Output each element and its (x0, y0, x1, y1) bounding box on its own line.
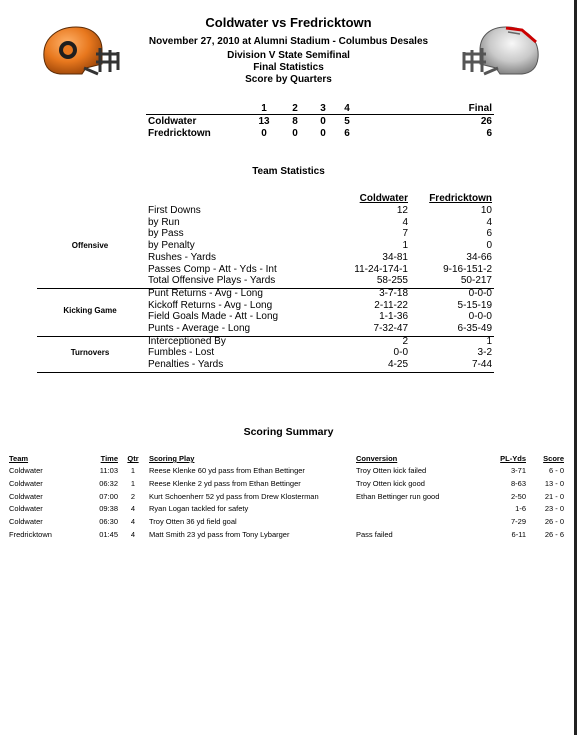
scoring-cell-time: 11:03 (99, 466, 118, 475)
stat-label: Field Goals Made - Att - Long (148, 311, 279, 323)
home-stat-value: 7 (402, 228, 408, 240)
home-stat-value: 7-32-47 (373, 323, 408, 334)
date-location: November 27, 2010 at Alumni Stadium - Columbus Desales (148, 36, 429, 47)
scoring-cell-play: Troy Otten 36 yd field goal (149, 517, 237, 527)
home-stat-value: 3-7-18 (379, 287, 408, 299)
scoring-cell-plyds: 7-29 (510, 517, 526, 527)
quarter-score: 0 (320, 116, 326, 127)
scoring-cell-team: Coldwater (9, 504, 43, 514)
away-column-header: Fredricktown (429, 193, 492, 204)
scoring-cell-play: Reese Klenke 60 yd pass from Ethan Bettinger (149, 466, 305, 475)
home-stat-value: 2-11-22 (374, 299, 408, 311)
stat-group-label: Offensive (71, 240, 109, 250)
home-stat-value: 4 (402, 216, 408, 228)
away-stat-value: 3-2 (477, 347, 492, 359)
col-header-team: Team (9, 454, 29, 463)
away-stat-value: 10 (480, 205, 492, 216)
col-header-conversion: Conversion (356, 454, 398, 463)
quarter-score: 5 (344, 116, 350, 127)
home-column-header: Coldwater (359, 193, 408, 204)
scoring-cell-conv: Troy Otten kick good (356, 478, 425, 488)
scoring-cell-qtr: 1 (130, 478, 136, 488)
stat-label: Rushes - Yards (148, 251, 216, 263)
scoring-cell-score: 6 - 0 (548, 466, 564, 475)
away-stat-value: 0 (486, 240, 492, 252)
scoring-cell-team: Fredricktown (9, 530, 52, 539)
quarter-header: 3 (320, 103, 326, 114)
scoring-cell-score: 13 - 0 (544, 478, 564, 488)
stat-label: Kickoff Returns - Avg - Long (148, 299, 273, 311)
home-stat-value: 11-24-174-1 (354, 263, 408, 275)
scoring-cell-score: 26 - 6 (544, 530, 564, 539)
scoring-cell-conv: Pass failed (356, 530, 393, 539)
scoring-cell-plyds: 1-6 (515, 504, 526, 514)
away-stat-value: 6-35-49 (457, 323, 492, 334)
scoring-cell-plyds: 3-71 (510, 466, 526, 475)
col-header-qtr: Qtr (127, 454, 139, 463)
scoring-cell-score: 23 - 0 (544, 504, 564, 514)
final-statistics-label: Final Statistics (253, 62, 324, 73)
stat-label: Punt Returns - Avg - Long (148, 287, 263, 299)
scoring-cell-team: Coldwater (9, 466, 43, 475)
home-stat-value: 34-81 (382, 251, 408, 263)
stat-label: Punts - Average - Long (148, 323, 251, 334)
team-stats-title: Team Statistics (252, 166, 325, 177)
scoring-cell-play: Ryan Logan tackled for safety (149, 504, 249, 514)
stat-label: by Pass (148, 228, 184, 240)
team-name: Coldwater (148, 116, 197, 127)
scoring-cell-time: 07:00 (99, 491, 118, 501)
stat-label: Fumbles - Lost (148, 347, 215, 359)
quarter-score: 6 (344, 128, 350, 139)
away-stat-value: 1 (486, 335, 492, 347)
away-stat-value: 0-0-0 (468, 287, 492, 299)
stat-label: by Run (148, 216, 180, 228)
scoring-cell-play: Matt Smith 23 yd pass from Tony Lybarger (149, 530, 290, 539)
scoring-cell-team: Coldwater (9, 491, 43, 501)
away-stat-value: 4 (486, 216, 492, 228)
quarter-score: 13 (258, 116, 270, 127)
away-stat-value: 34-66 (466, 251, 492, 263)
scoring-cell-score: 21 - 0 (544, 491, 564, 501)
home-stat-value: 4-25 (387, 359, 408, 371)
scoring-cell-plyds: 2-50 (510, 491, 526, 501)
scoring-cell-qtr: 4 (130, 517, 136, 527)
scoring-cell-play: Reese Klenke 2 yd pass from Ethan Bettinger (149, 478, 301, 488)
stat-label: Passes Comp - Att - Yds - Int (148, 263, 277, 275)
home-stat-value: 2 (402, 335, 408, 347)
stat-label: First Downs (148, 205, 201, 216)
scoring-cell-team: Coldwater (9, 478, 43, 488)
final-score: 26 (480, 116, 492, 127)
stat-group-label: Turnovers (70, 348, 110, 358)
scoring-cell-qtr: 4 (130, 504, 136, 514)
scoring-cell-plyds: 6-11 (511, 530, 526, 539)
division-label: Division V State Semifinal (227, 50, 350, 61)
away-stat-value: 50-217 (460, 275, 492, 287)
home-stat-value: 12 (396, 205, 408, 216)
scoring-cell-qtr: 1 (130, 466, 136, 475)
scoring-cell-score: 26 - 0 (544, 517, 564, 527)
scoring-cell-plyds: 8-63 (510, 478, 526, 488)
final-header: Final (468, 103, 492, 114)
scoring-cell-qtr: 2 (130, 491, 136, 501)
home-stat-value: 1-1-36 (379, 311, 408, 323)
home-stat-value: 1 (402, 240, 408, 252)
stat-group-label: Kicking Game (63, 306, 117, 316)
quarter-header: 1 (261, 103, 267, 114)
away-stat-value: 9-16-151-2 (443, 263, 492, 275)
page-title: Coldwater vs Fredricktown (205, 15, 372, 30)
away-stat-value: 5-15-19 (457, 299, 492, 311)
stat-label: Total Offensive Plays - Yards (148, 275, 276, 287)
team-name: Fredricktown (148, 128, 211, 139)
stat-label: Interceptioned By (148, 335, 226, 347)
home-stat-value: 58-255 (376, 275, 408, 287)
scoring-cell-conv: Ethan Bettinger run good (356, 491, 440, 501)
scoring-cell-team: Coldwater (9, 517, 43, 527)
quarter-score: 0 (320, 128, 326, 139)
col-header-scoring-play: Scoring Play (149, 454, 195, 463)
scoring-cell-time: 06:32 (99, 478, 118, 488)
scoring-cell-time: 06:30 (99, 517, 118, 527)
score-by-quarters-label: Score by Quarters (245, 74, 332, 85)
home-stat-value: 0-0 (393, 347, 408, 359)
quarter-score: 0 (261, 128, 267, 139)
col-header-time: Time (100, 454, 118, 463)
table-bottom-border (37, 372, 494, 373)
divider (146, 114, 494, 115)
away-stat-value: 7-44 (471, 359, 492, 371)
scoring-cell-conv: Troy Otten kick failed (356, 466, 427, 475)
scoring-cell-time: 01:45 (99, 530, 118, 539)
away-stat-value: 6 (486, 228, 492, 240)
scoring-cell-play: Kurt Schoenherr 52 yd pass from Drew Klosterman (149, 491, 319, 501)
stat-label: Penalties - Yards (148, 359, 224, 371)
stat-label: by Penalty (148, 240, 195, 252)
col-header-pl-yds: PL-Yds (500, 454, 526, 463)
quarter-score: 0 (292, 128, 298, 139)
scoring-cell-time: 09:38 (99, 504, 118, 514)
scoring-summary-title: Scoring Summary (243, 426, 334, 438)
quarter-header: 2 (292, 103, 298, 114)
scoring-cell-qtr: 4 (130, 530, 136, 539)
quarter-score: 8 (292, 116, 298, 127)
col-header-score: Score (543, 454, 564, 463)
quarter-header: 4 (344, 103, 350, 114)
away-stat-value: 0-0-0 (468, 311, 492, 323)
final-score: 6 (486, 128, 492, 139)
